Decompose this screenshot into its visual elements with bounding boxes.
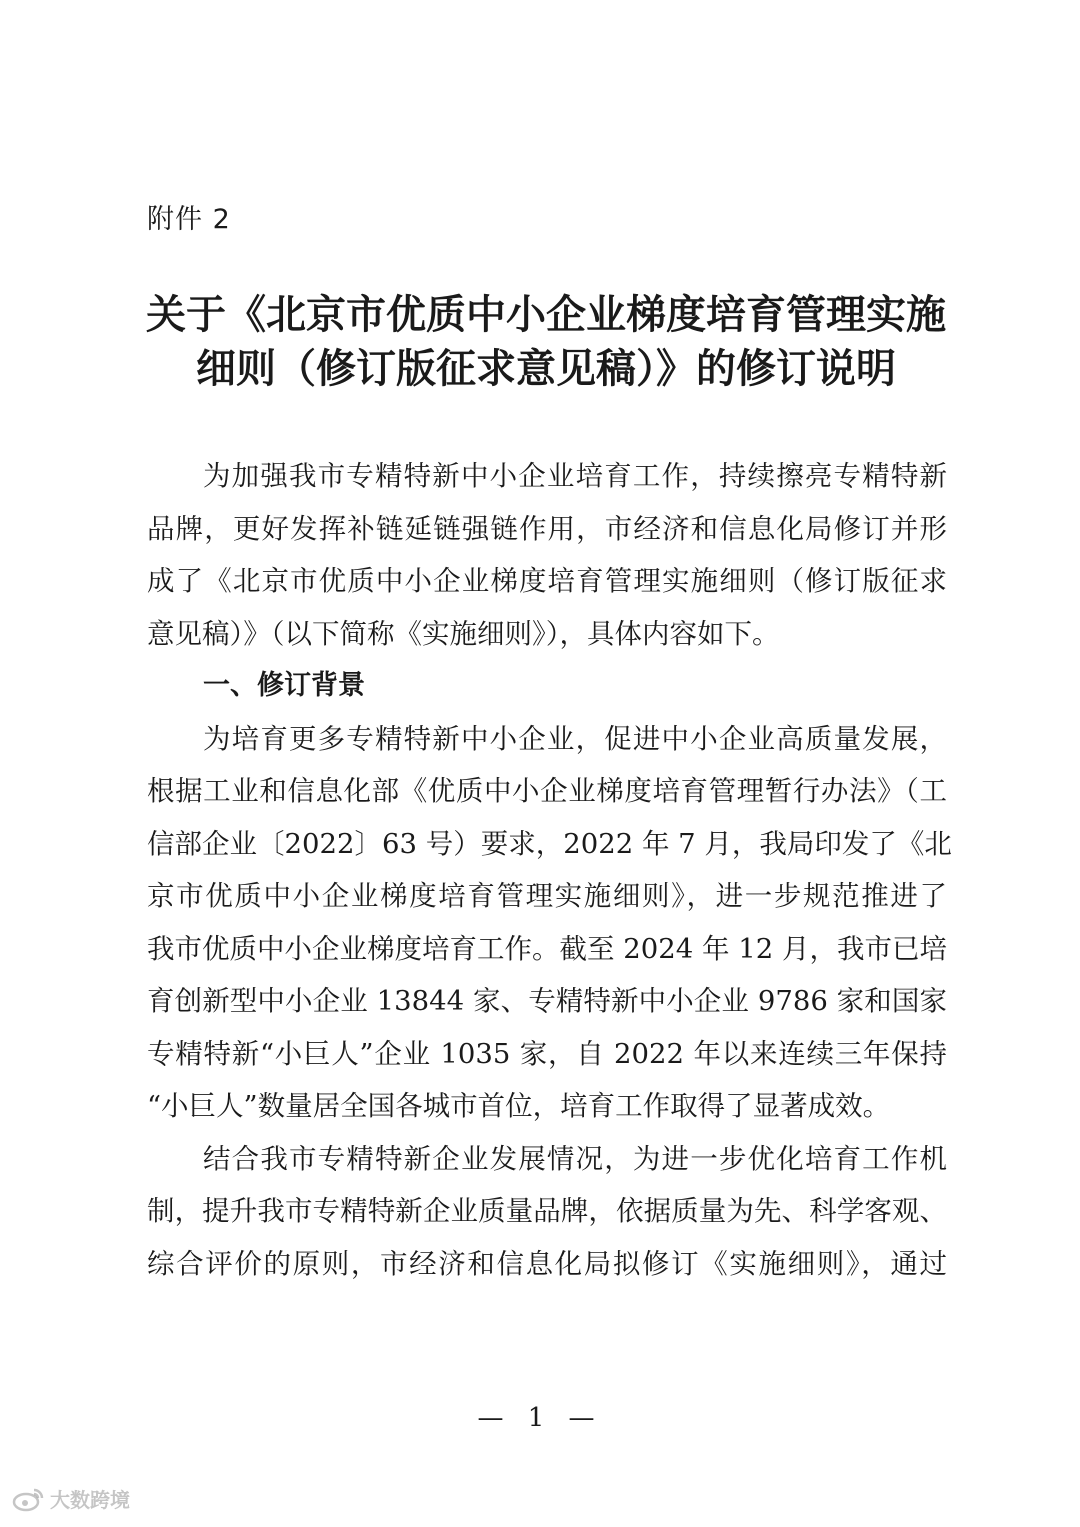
title-line-1: 关于《北京市优质中小企业梯度培育管理实施	[146, 292, 946, 338]
paragraph-3-line: 制，提升我市专精特新企业质量品牌，依据质量为先、科学客观、	[147, 1195, 947, 1227]
paragraph-1-line: 为加强我市专精特新中小企业培育工作，持续擦亮专精特新	[203, 460, 947, 492]
page-number: — 1 —	[477, 1403, 603, 1433]
paragraph-2-line: “小巨人”数量居全国各城市首位，培育工作取得了显著成效。	[147, 1090, 891, 1122]
watermark-text: 大数跨境	[50, 1488, 130, 1512]
paragraph-2-line: 专精特新“小巨人”企业 1035 家，自 2022 年以来连续三年保持	[147, 1037, 947, 1070]
document-body	[147, 450, 952, 1290]
paragraph-2-line: 我市优质中小企业梯度培育工作。截至 2024 年 12 月，我市已培	[147, 932, 947, 965]
paragraph-1-line: 成了《北京市优质中小企业梯度培育管理实施细则（修订版征求	[147, 565, 947, 597]
attachment-label: 附件 2	[147, 204, 231, 235]
paragraph-1-line: 意见稿）》（以下简称《实施细则》），具体内容如下。	[147, 617, 780, 650]
title-line-2: 细则（修订版征求意见稿）》的修订说明	[196, 346, 896, 392]
weibo-logo-icon	[12, 1486, 46, 1512]
paragraph-2-line: 信部企业〔2022〕63 号）要求，2022 年 7 月，我局印发了《北	[147, 827, 952, 860]
document-title	[140, 288, 952, 396]
watermark	[12, 1484, 130, 1513]
paragraph-2-line: 为培育更多专精特新中小企业，促进中小企业高质量发展，	[203, 722, 947, 755]
paragraph-1-line: 品牌，更好发挥补链延链强链作用，市经济和信息化局修订并形	[147, 512, 947, 545]
paragraph-2-line: 育创新型中小企业 13844 家、专精特新中小企业 9786 家和国家	[147, 985, 947, 1017]
section-heading-background: 一、修订背景	[203, 670, 365, 701]
paragraph-2-line: 京市优质中小企业梯度培育管理实施细则》，进一步规范推进了	[147, 880, 947, 912]
paragraph-2-line: 根据工业和信息化部《优质中小企业梯度培育管理暂行办法》（工	[147, 775, 947, 807]
paragraph-3-line: 结合我市专精特新企业发展情况，为进一步优化培育工作机	[203, 1142, 947, 1175]
paragraph-3-line: 综合评价的原则，市经济和信息化局拟修订《实施细则》，通过	[147, 1247, 947, 1280]
